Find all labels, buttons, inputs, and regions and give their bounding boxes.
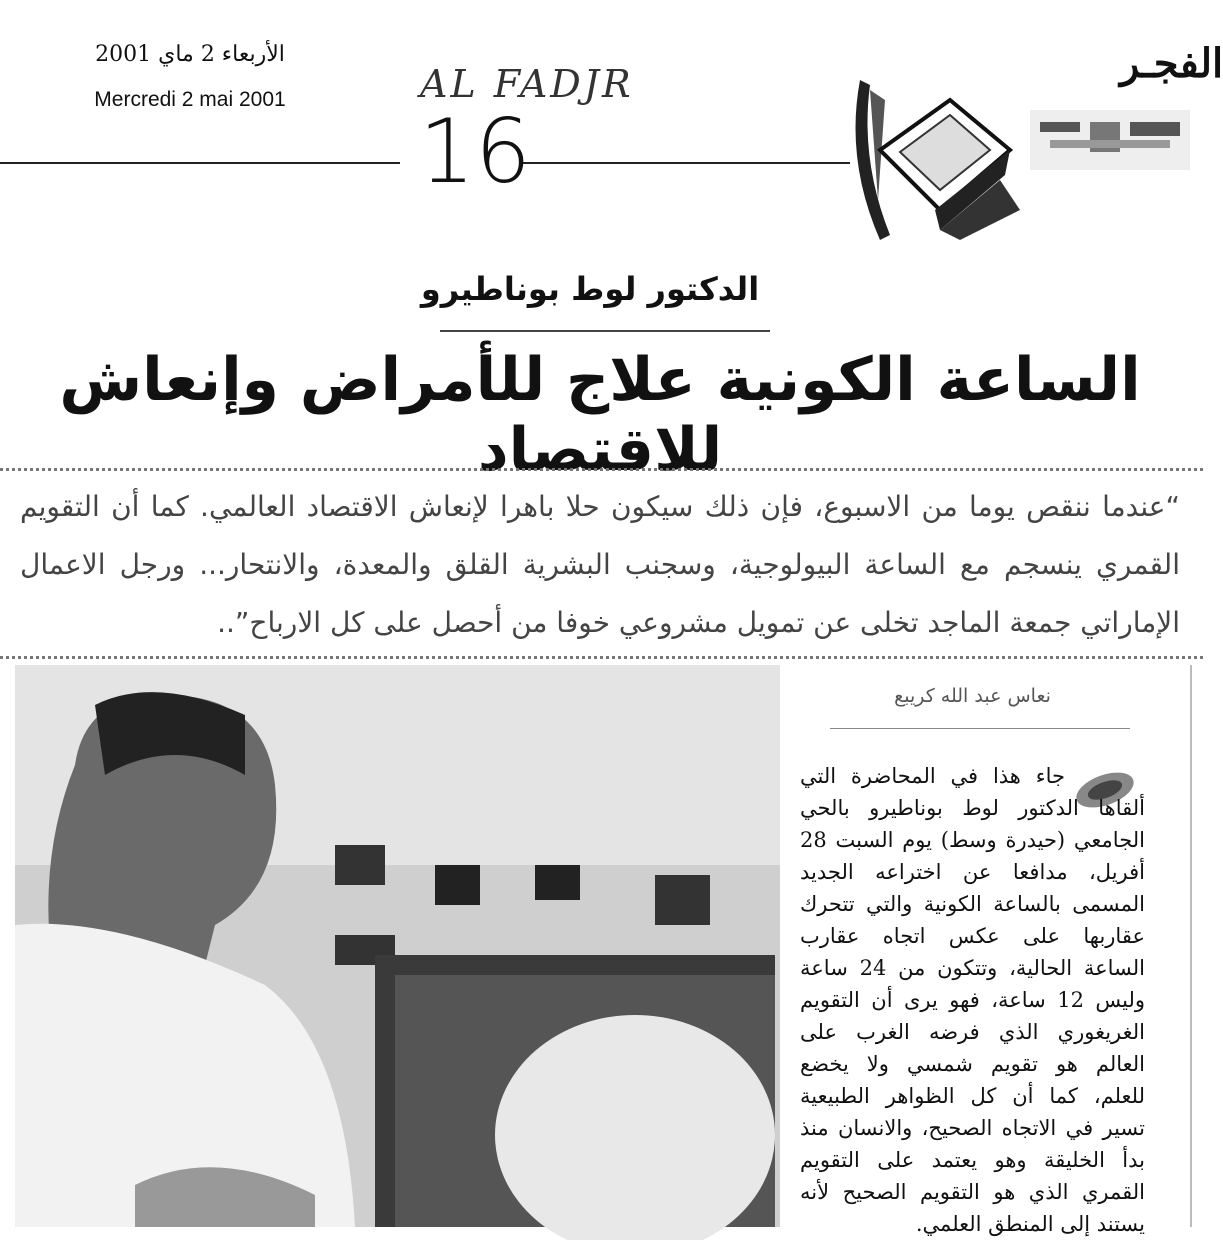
column-border <box>1190 665 1192 1227</box>
lead-divider-bottom <box>0 656 1203 659</box>
page-number: 16 <box>419 100 531 203</box>
article-byline: نعاس عبد الله كريبع <box>894 685 1051 707</box>
paper-name: AL FADJR <box>420 62 634 106</box>
article-kicker: الدكتور لوط بوناطيرو <box>420 270 760 308</box>
article-body <box>800 760 1145 1240</box>
section-logo-word: الفجـر <box>1120 40 1223 87</box>
article-photo <box>15 665 780 1227</box>
masthead-rule-left <box>0 162 400 164</box>
kicker-divider <box>440 330 770 332</box>
date-french: Mercredi 2 mai 2001 <box>94 88 286 111</box>
article-headline: الساعة الكونية علاج للأمراض وإنعاش للاقتصاد <box>59 345 1141 485</box>
speaker-photo-image <box>15 665 780 1227</box>
lead-divider-top <box>0 468 1203 471</box>
date-arabic: الأربعاء 2 ماي 2001 <box>95 42 285 67</box>
byline-divider <box>830 728 1130 729</box>
masthead-rule-right <box>520 162 850 164</box>
article-body-paragraph: جاء هذا في المحاضرة التي ألقاها الدكتور لوط بوناطيرو بالحي الجامعي (حيدرة وسط) يوم السبت 28 أفريل، مدافعا عن اختراعه الجديد المسمى بالساعة الكونية والتي تتحرك عقاربها على عكس اتجاه عقارب الساعة الحالية، وتتكون من 24 ساعة وليس 12 ساعة، فهو يرى أن التقويم الغريغوري الذي فرضه الغرب على العالم هو تقويم شمسي ولا يخضع للعلم، كما أن كل الظواهر الطبيعية تسير في الاتجاه الصحيح، والانسان منذ بدأ الخليقة وهو يعتمد على التقويم القمري الذي هو التقويم الصحيح لأنه يستند إلى المنطق العلمي. <box>800 764 1146 1236</box>
article-lead: “عندما ننقص يوما من الاسبوع، فإن ذلك سيكون حلا باهرا لإنعاش الاقتصاد العالمي. كما أن التقويم القمري ينسجم مع الساعة البيولوجية، وسجنب البشرية القلق والمعدة، والانتحار... ورجل الاعمال الإماراتي جمعة الماجد تخلى عن تمويل مشروعي خوفا من أحصل على كل الارباح”.. <box>20 490 1180 639</box>
